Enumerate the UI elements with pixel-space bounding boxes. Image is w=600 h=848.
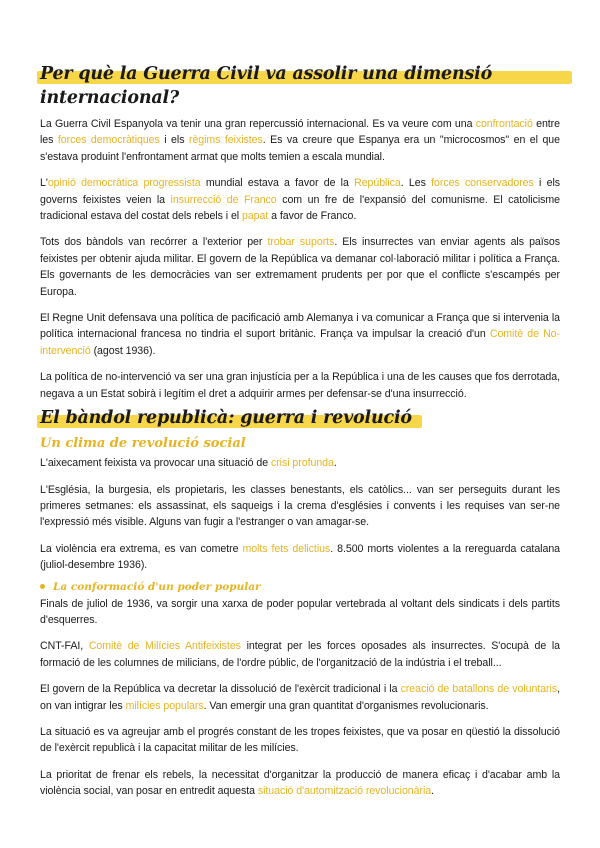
text-run: com un fre de l'expansió del comunisme. El catolicisme tradicional estava del costat dels rebels i el: [40, 193, 561, 223]
paragraph: [40, 596, 560, 629]
keyword-highlight: República: [354, 177, 401, 190]
text-run: . 8.500 morts violentes a la rereguarda catalana (juliol-desembre 1936).: [40, 542, 560, 572]
document-content: [40, 62, 560, 810]
keyword-highlight: forces democràtiques: [57, 134, 160, 147]
text-run: El Regne Unit defensava una política de pacificació amb Alemanya i va comunicar a França que si intervenia la política internacional francesa no tindria el suport britànic. França va impulsar la creació d'un: [40, 312, 560, 341]
text-run: . Els insurrectes van enviar agents als països feixistes per obtenir ajuda militar. El govern de la República va demanar col·laboració militar i política a França. Els governants de les democràcies van ser extremament prudents per por que el conflicte s'escampés per Europa.: [40, 236, 560, 298]
text-run: .: [333, 457, 337, 470]
text-run: i els: [159, 134, 189, 147]
text-run: El govern de la República va decretar la dissolució de l'exèrcit tradicional i la: [40, 683, 401, 696]
subsection-popular-power: La conformació d'un poder popular: [40, 580, 560, 594]
keyword-highlight: opinió democràtica progressista: [47, 177, 201, 190]
text-run: mundial estava a favor de la: [200, 177, 355, 190]
paragraph: [40, 681, 560, 714]
text-run: La política de no-intervenció va ser una gran injustícia per a la República i una de les causes que fos derrotada, negava a un Estat sobirà i legítim el dret a adquirir armes per defensar-se d'una insurrecció.: [40, 371, 560, 400]
text-run: La Guerra Civil Espanyola va tenir una gran repercussió internacional. Es va veure com una: [40, 118, 476, 130]
paragraph: [40, 541, 560, 574]
keyword-highlight: trobar suports: [267, 236, 335, 249]
paragraph: [40, 369, 560, 402]
paragraph: [40, 175, 560, 224]
text-run: L'aixecament feixista va provocar una situació de: [40, 457, 271, 470]
bullet-icon: [40, 584, 45, 589]
paragraph: [40, 482, 560, 531]
keyword-highlight: situació d'automització revolucionària: [257, 785, 432, 798]
text-run: La violència era extrema, es van cometre: [40, 542, 243, 555]
keyword-highlight: règims feixistes: [188, 134, 263, 147]
paragraph: [40, 638, 560, 671]
keyword-highlight: Comitè de No-intervenció: [40, 328, 560, 357]
keyword-highlight: insurrecció de Franco: [170, 193, 277, 206]
text-run: entre les: [40, 118, 560, 147]
text-run: . Les: [400, 177, 432, 190]
paragraph: [40, 724, 560, 757]
text-run: a favor de Franco.: [268, 210, 357, 223]
text-run: Finals de juliol de 1936, va sorgir una xarxa de poder popular vertebrada al voltant dels sindicats i dels partits d'esquerres.: [40, 597, 560, 626]
text-run: La prioritat de frenar els rebels, la necessitat d'organitzar la producció de manera eficaç i d'acabar amb la violència social, van posar en entredit aquesta: [40, 768, 560, 798]
paragraph: [40, 455, 560, 471]
text-run: . Es va creure que Espanya era un "microcosmos" en el que s'estava produint l'enfrontament armat que molts temien a escala mundial.: [40, 134, 560, 163]
text-run: integrat per les forces oposades als insurrectes. S'ocupà de la formació de les columnes de milicians, de l'ordre públic, de l'organització de la indústria i el treball...: [40, 640, 560, 669]
keyword-highlight: creació de batallons de voluntaris: [400, 683, 558, 696]
section-title-republican: El bàndol republicà: guerra i revolució: [40, 406, 416, 430]
keyword-highlight: papat: [241, 210, 269, 223]
subtitle-social-revolution: Un clima de revolució social: [40, 436, 246, 452]
text-run: . Van emergir una gran quantitat d'organismes revolucionaris.: [203, 699, 489, 712]
paragraph: [40, 767, 560, 800]
keyword-highlight: molts fets delictius: [242, 542, 331, 555]
text-run: i els governs feixistes veien la: [40, 177, 561, 206]
keyword-highlight: crisi profunda: [270, 457, 334, 470]
keyword-highlight: milícies populars: [125, 699, 204, 712]
section-title-international: Per què la Guerra Civil va assolir una dimensió internacional?: [40, 62, 566, 110]
paragraph: [40, 234, 560, 300]
keyword-highlight: Comitè de Milícies Antifeixistes: [88, 640, 241, 653]
text-run: La situació es va agreujar amb el progrés constant de les tropes feixistes, que va posar en qüestió la dissolució de l'exèrcit republicà i la capacitat militar de les milícies.: [40, 725, 560, 755]
paragraph: [40, 116, 560, 165]
text-run: , on van intigrar les: [40, 683, 560, 712]
text-run: .: [431, 785, 435, 798]
text-run: L'Església, la burgesia, els propietaris, les classes benestants, els catòlics... van ser perseguits durant les primeres setmanes: els assassinat, els saqueigs i la crema d'esglésies i convents i les requises van ser-ne l'expressió més visible. Alguns van fugir a l'estranger o van amagar-se.: [40, 483, 560, 529]
keyword-highlight: confrontació: [475, 118, 533, 130]
text-run: CNT-FAI,: [40, 640, 89, 653]
keyword-highlight: forces conservadores: [431, 177, 534, 190]
paragraph: [40, 310, 560, 359]
text-run: (agost 1936).: [90, 344, 156, 357]
text-run: L': [40, 177, 48, 190]
text-run: Tots dos bàndols van recórrer a l'exterior per: [40, 236, 268, 249]
